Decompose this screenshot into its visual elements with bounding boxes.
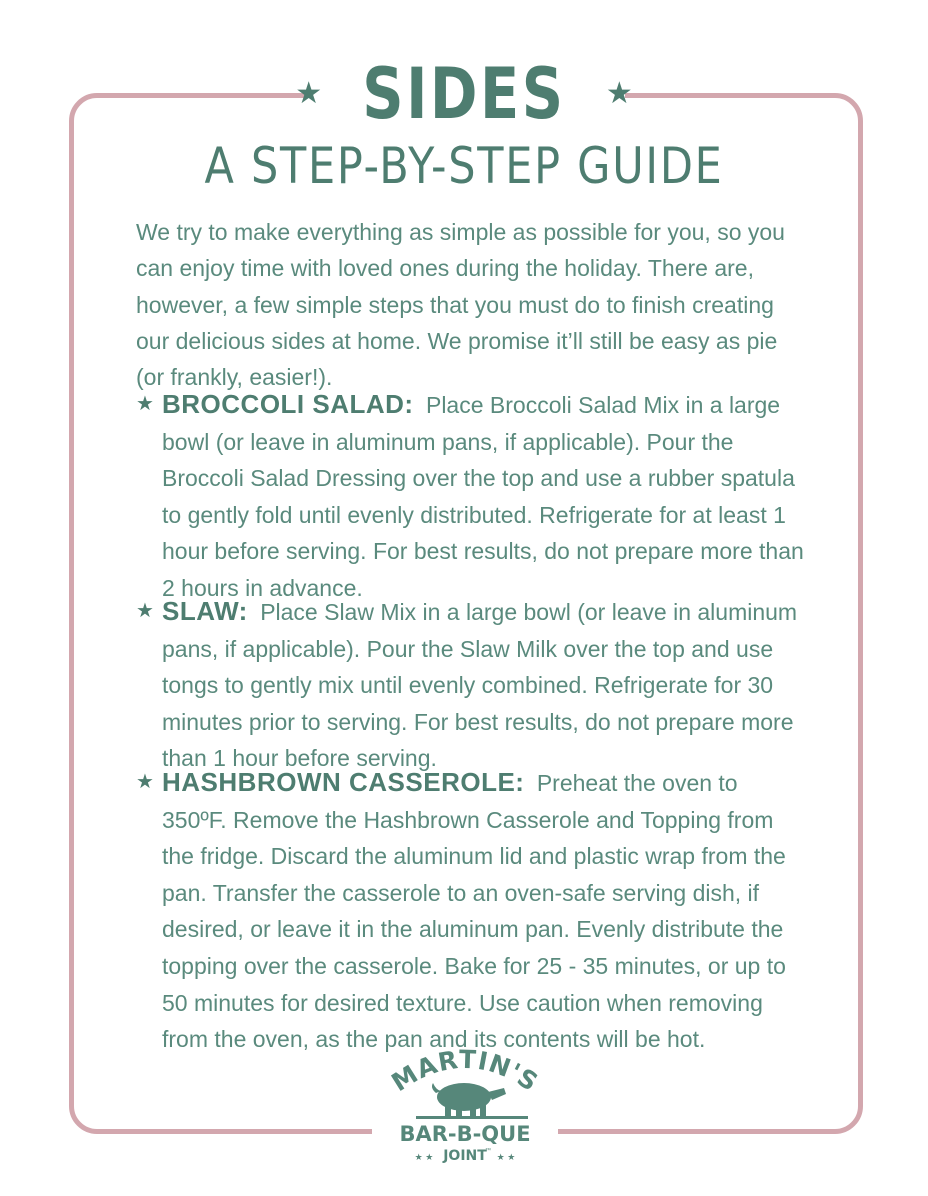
pig-icon <box>432 1083 506 1116</box>
section-text: Place Broccoli Salad Mix in a large bowl (or leave in aluminum pans, if applicable). Pour the Broccoli Salad Dressing over the top and use a rubber spatula to gently fold until evenly distributed. Refrigerate for at least 1 hour before serving. For best results, do not prepare more than 2 hours in advance. <box>162 392 804 601</box>
section-body <box>162 764 806 1058</box>
section-heading: BROCCOLI SALAD: <box>162 389 414 419</box>
logo-bottom-text: JOINT <box>443 1148 487 1164</box>
star-icon: ★ <box>605 77 633 110</box>
bullet-star-icon: ★ <box>136 393 154 415</box>
section-body <box>162 593 806 777</box>
section-broccoli-salad <box>136 386 806 607</box>
bullet-star-icon: ★ <box>136 771 154 793</box>
logo-middle-text: BAR-B-QUE <box>399 1122 531 1146</box>
logo-trademark: ™ <box>485 1148 491 1154</box>
section-text: Place Slaw Mix in a large bowl (or leave in aluminum pans, if applicable). Pour the Slaw Milk over the top and use tongs to gently mix until evenly combined. Refrigerate for 30 minutes prior to serving. For best results, do not prepare more than 1 hour before serving. <box>162 599 798 772</box>
title-row <box>0 54 928 134</box>
section-body <box>162 386 806 607</box>
section-slaw <box>136 593 806 777</box>
bullet-star-icon: ★ <box>136 600 154 622</box>
section-hashbrown-casserole <box>136 764 806 1058</box>
martins-logo <box>372 1036 558 1166</box>
logo-rule <box>416 1116 528 1119</box>
section-heading: HASHBROWN CASSEROLE: <box>162 767 525 797</box>
page-title: SIDES <box>362 53 566 135</box>
logo-top-text: MARTIN'S <box>386 1044 544 1098</box>
logo-stars-left: ★ ★ <box>414 1152 434 1162</box>
logo-stars-right: ★ ★ <box>496 1152 516 1162</box>
section-text: Preheat the oven to 350ºF. Remove the Hashbrown Casserole and Topping from the fridge. Discard the aluminum lid and plastic wrap from the pan. Transfer the casserole to an oven-safe serving dish, if desired, or leave it in the aluminum pan. Evenly distribute the topping over the casserole. Bake for 25 - 35 minutes, or up to 50 minutes for desired texture. Use caution when removing from the oven, as the pan and its contents will be hot. <box>162 770 786 1053</box>
intro-paragraph: We try to make everything as simple as possible for you, so you can enjoy time with loved ones during the holiday. There are, however, a few simple steps that you must do to finish creating our delicious sides at home. We promise it’ll still be easy as pie (or frankly, easier!). <box>136 219 785 391</box>
section-heading: SLAW: <box>162 596 248 626</box>
star-icon: ★ <box>295 77 323 110</box>
page-subtitle: A STEP-BY-STEP GUIDE <box>204 137 724 195</box>
